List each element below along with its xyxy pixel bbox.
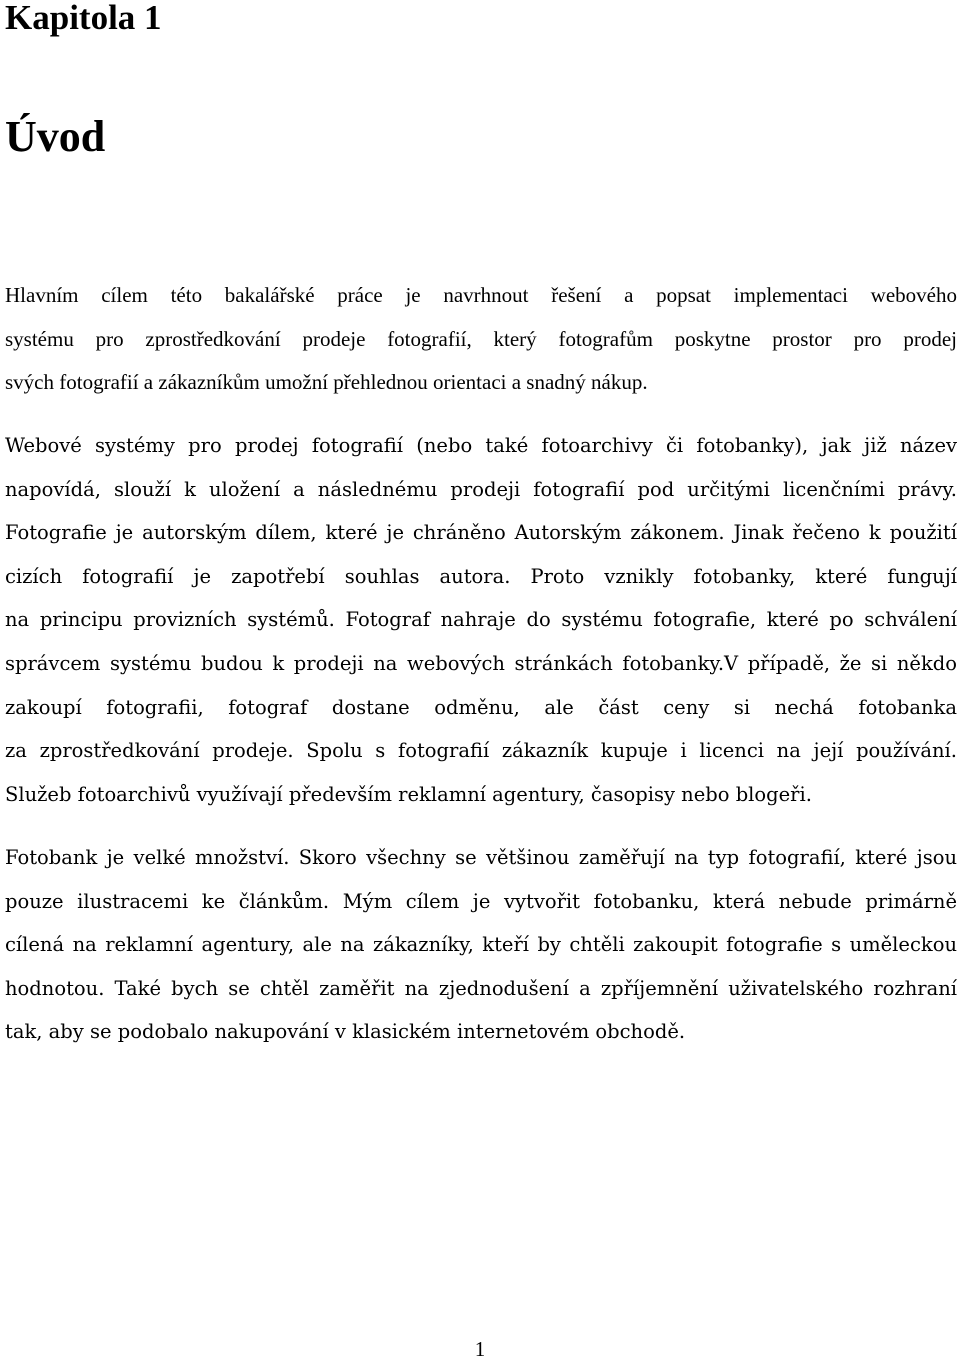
paragraph-line: systému pro zprostředkování prodeje fotografií, který fotografům poskytne prostor pro prodej [5,326,957,351]
chapter-label: Kapitola 1 [5,0,162,37]
paragraph-line: svých fotografií a zákazníkům umožní přehlednou orientaci a snadný nákup. [5,370,648,395]
webove-systemy-paragraph [5,424,957,816]
intro-paragraph [5,274,957,405]
paragraph-line: Fotografie je autorským dílem, které je chráněno Autorským zákonem. Jinak řečeno k použití [5,521,957,545]
paragraph-line: Hlavním cílem této bakalářské práce je navrhnout řešení a popsat implementaci webového [5,283,957,307]
paragraph-line: hodnotou. Také bych se chtěl zaměřit na zjednodušení a zpříjemnění uživatelského rozhraní [5,976,957,1000]
paragraph-line: cílená na reklamní agentury, ale na zákazníky, kteří by chtěli zakoupit fotografie s uměleckou [5,933,957,957]
paragraph-line: zakoupí fotografii, fotograf dostane odměnu, ale část ceny si nechá fotobanka [5,695,957,719]
fotobank-paragraph [5,836,957,1054]
paragraph-line: Fotobank je velké množství. Skoro všechny se většinou zaměřují na typ fotografií, které jsou [5,846,957,869]
paragraph-line: správcem systému budou k prodeji na webových stránkách fotobanky.V případě, že si někdo [5,651,957,675]
paragraph-line: Služeb fotoarchivů využívají především reklamní agentury, časopisy nebo blogeři. [5,782,812,806]
page-number: 1 [474,1337,486,1361]
chapter-title: Úvod [5,112,106,161]
paragraph-line: napovídá, slouží k uložení a následnému prodeji fotografií pod určitými licenčními právy. [5,477,957,501]
paragraph-line: za zprostředkování prodeje. Spolu s fotografií zákazník kupuje i licenci na její používání. [5,739,957,763]
paragraph-line: Webové systémy pro prodej fotografií (nebo také fotoarchivy či fotobanky), jak již název [5,434,957,457]
paragraph-line: tak, aby se podobalo nakupování v klasickém internetovém obchodě. [5,1020,686,1044]
paragraph-line: pouze ilustracemi ke článkům. Mým cílem je vytvořit fotobanku, která nebude primárně [5,889,957,913]
paragraph-line: cizích fotografií je zapotřebí souhlas autora. Proto vznikly fotobanky, které fungují [5,564,957,588]
paragraph-line: na principu provizních systémů. Fotograf nahraje do systému fotografie, které po schválení [5,608,957,632]
